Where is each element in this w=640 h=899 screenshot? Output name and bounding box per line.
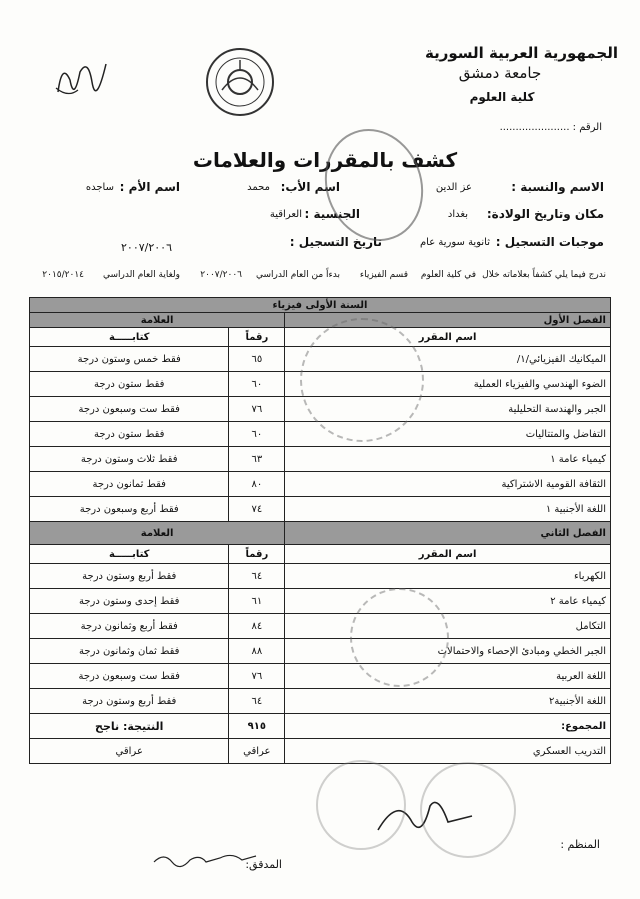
- faculty-name: كلية العلوم: [469, 90, 535, 104]
- semester1-title: الفصل الأول: [285, 313, 611, 328]
- official-stamp: [309, 115, 438, 255]
- words-header-2: كتابـــــة: [30, 545, 229, 564]
- table-row: التكامل ٨٤ فقط أربع وثمانون درجة: [30, 614, 611, 639]
- intro-text-5: ٢٠٠٧/٢٠٠٦: [200, 270, 242, 280]
- table-row: اللغة الأجنبية٢ ٦٤ فقط أربع وستون درجة: [30, 689, 611, 714]
- digits-header-2: رقماً: [229, 545, 285, 564]
- nationality-label: الجنسية :: [304, 207, 360, 221]
- country-name: الجمهورية العربية السورية: [425, 44, 618, 62]
- father-value: محمد: [247, 182, 270, 193]
- mother-value: ساجده: [85, 182, 114, 193]
- registration-date-label: تاريخ التسجيل :: [289, 235, 382, 249]
- total-row: [30, 714, 611, 739]
- faculty-stamp: [300, 318, 424, 442]
- birth-label: مكان وتاريخ الولادة:: [486, 207, 604, 221]
- round-stamp-2: [316, 760, 406, 850]
- intro-text-1: ندرج فيما يلي كشفاً بعلاماته خلال: [482, 270, 606, 280]
- checker-signature: [150, 846, 260, 870]
- university-name: جامعة دمشق: [458, 64, 542, 82]
- intro-text-3: قسم الفيزياء: [359, 270, 408, 280]
- intro-text-4: بدءاً من العام الدراسي: [256, 270, 340, 280]
- table-row: كيمياء عامة ١ ٦٣ فقط ثلاث وستون درجة: [30, 447, 611, 472]
- table-row: الكهرباء ٦٤ فقط أربع وستون درجة: [30, 564, 611, 589]
- round-stamp-1: [420, 762, 516, 858]
- table-row: اللغة الأجنبية ١ ٧٤ فقط أربع وسبعون درجة: [30, 497, 611, 522]
- table-row: الثقافة القومية الاشتراكية ٨٠ فقط ثمانون درجة: [30, 472, 611, 497]
- year-title: السنة الأولى فيزياء: [30, 298, 611, 313]
- table-row: الجبر والهندسة التحليلية ٧٦ فقط ست وسبعون درجة: [30, 397, 611, 422]
- table-row: الجبر الخطي ومبادئ الإحصاء والاحتمالات ٨٨ فقط ثمان وثمانون درجة: [30, 639, 611, 664]
- document-title: كشف بالمقررات والعلامات: [192, 148, 458, 172]
- course-header-2: اسم المقرر: [285, 545, 611, 564]
- intro-text-6: ولغاية العام الدراسي: [103, 270, 180, 280]
- military-row: [30, 739, 611, 764]
- checker-label: المدقق:: [245, 858, 282, 871]
- words-header-1: كتابـــــة: [30, 328, 229, 347]
- intro-text-7: ٢٠١٥/٢٠١٤: [42, 270, 84, 280]
- total-value: ٩١٥: [229, 714, 285, 739]
- marks-label-2: العلامة: [30, 522, 285, 545]
- university-emblem: [204, 46, 276, 118]
- military-words: عراقي: [30, 739, 229, 764]
- table-row: اللغة العربية ٧٦ فقط ست وسبعون درجة: [30, 664, 611, 689]
- total-label: المجموع:: [285, 714, 611, 739]
- organizer-label: المنظم :: [560, 838, 600, 851]
- result-cell: [30, 714, 229, 739]
- table-row: الميكانيك الفيزيائي/١/ ٦٥ فقط خمس وستون درجة: [30, 347, 611, 372]
- registration-label: موجبات التسجيل :: [495, 235, 604, 249]
- registry-stamp: [350, 588, 449, 687]
- name-label: الاسم والنسبة :: [511, 180, 604, 194]
- marks-label-1: العلامة: [30, 313, 285, 328]
- table-row: كيمياء عامة ٢ ٦١ فقط إحدى وستون درجة: [30, 589, 611, 614]
- military-num: عراقي: [229, 739, 285, 764]
- handwritten-mark: [48, 52, 118, 112]
- table-row: الضوء الهندسي والفيزياء العملية ٦٠ فقط ستون درجة: [30, 372, 611, 397]
- registration-value: ثانوية سورية عام: [419, 237, 490, 248]
- name-value: عز الدين: [435, 182, 472, 193]
- mother-label: اسم الأم :: [119, 180, 180, 194]
- registration-date-value: ٢٠٠٧/٢٠٠٦: [121, 241, 172, 254]
- military-label: التدريب العسكري: [285, 739, 611, 764]
- digits-header-1: رقماً: [229, 328, 285, 347]
- father-label: اسم الأب:: [280, 180, 340, 194]
- intro-text-2: في كلية العلوم: [420, 270, 476, 280]
- result-value: ناجح: [95, 719, 120, 733]
- semester2-title: الفصل الثاني: [285, 522, 611, 545]
- birth-value: بغداد: [447, 209, 468, 220]
- result-label: النتيجة:: [123, 719, 164, 733]
- table-row: التفاضل والمتتاليات ٦٠ فقط ستون درجة: [30, 422, 611, 447]
- course-header-1: اسم المقرر: [285, 328, 611, 347]
- reference-number: الرقم : ......................: [499, 122, 602, 133]
- nationality-value: العراقية: [269, 209, 302, 220]
